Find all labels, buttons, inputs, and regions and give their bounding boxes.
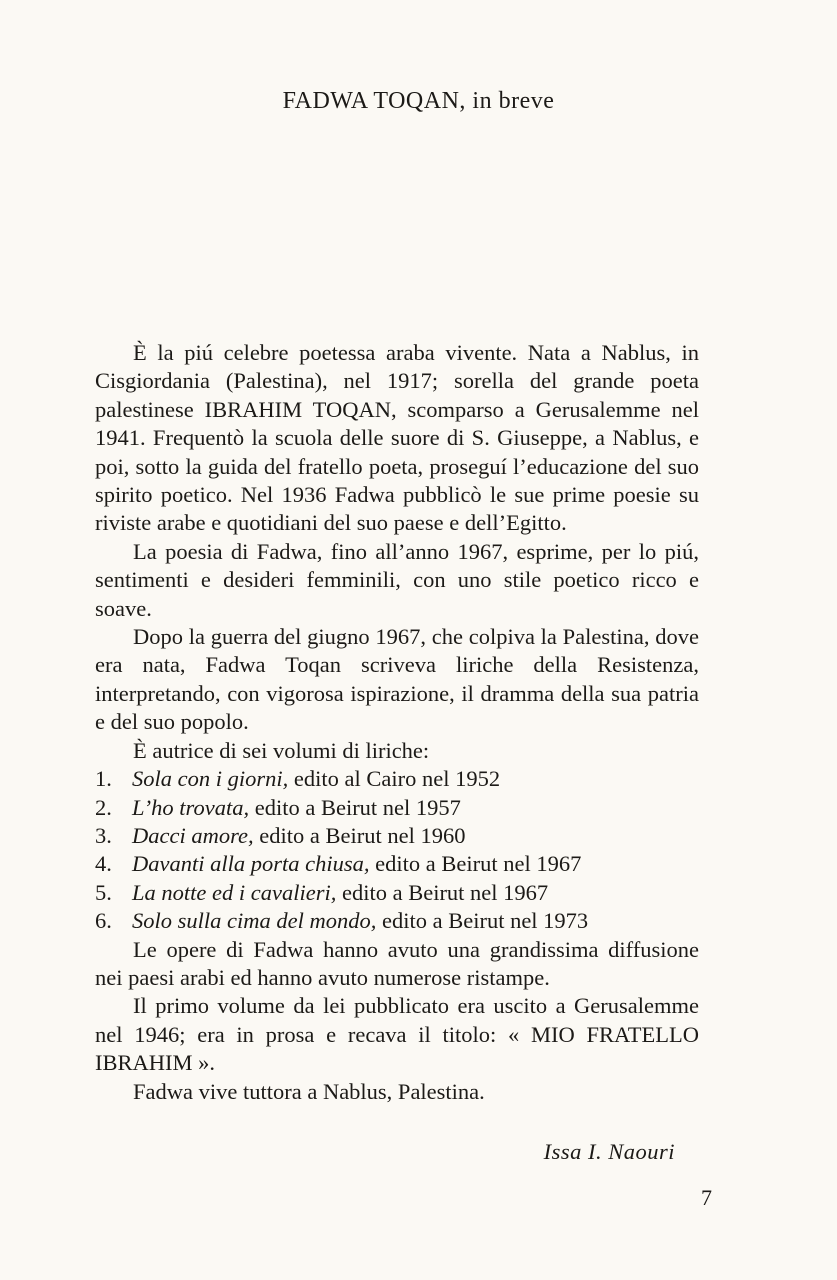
work-title: La notte ed i cavalieri, xyxy=(132,879,337,905)
diffusion-paragraph: Le opere di Fadwa hanno avuto una grandissima diffusione nei paesi arabi ed hanno avuto numerose ristampe. xyxy=(95,936,699,990)
list-item xyxy=(95,850,699,878)
works-list xyxy=(95,765,699,935)
intro-paragraph: È la piú celebre poetessa araba vivente. Nata a Nablus, in Cisgiordania (Palestina), nel 1917; sorella del grande poeta palestinese IBRAHIM TOQAN, scomparso a Gerusalemme nel 1941. Frequentò la scuola delle suore di S. Giuseppe, a Nablus, e poi, sotto la guida del fratello poeta, proseguí l’educazione del suo spirito poetico. Nel 1936 Fadwa pubblicò le sue prime poesie su riviste arabe e quotidiani del suo paese e dell’Egitto. xyxy=(95,340,699,536)
work-details: edito a Beirut nel 1967 xyxy=(369,851,582,877)
list-item xyxy=(95,822,699,850)
work-details: edito a Beirut nel 1960 xyxy=(253,822,466,848)
work-details: edito al Cairo nel 1952 xyxy=(288,766,501,792)
work-details: edito a Beirut nel 1957 xyxy=(249,794,461,820)
first-volume-paragraph: Il primo volume da lei pubblicato era uscito a Gerusalemme nel 1946; era in prosa e recava il titolo: « MIO FRATELLO IBRAHIM ». xyxy=(95,993,699,1076)
work-title: Davanti alla porta chiusa, xyxy=(132,851,370,877)
page-number: 7 xyxy=(701,1185,712,1210)
list-item xyxy=(95,879,699,907)
list-item xyxy=(95,794,699,822)
author-signature: Issa I. Naouri xyxy=(543,1139,675,1164)
list-item xyxy=(95,765,699,793)
work-details: edito a Beirut nel 1967 xyxy=(336,879,549,905)
list-item-number: 6. xyxy=(95,908,112,934)
work-title: Sola con i giorni, xyxy=(132,766,289,792)
list-item-number: 1. xyxy=(95,766,112,792)
work-title: L’ho trovata, xyxy=(132,794,250,820)
residence-paragraph: Fadwa vive tuttora a Nablus, Palestina. xyxy=(133,1078,485,1104)
resistance-paragraph: Dopo la guerra del giugno 1967, che colpiva la Palestina, dove era nata, Fadwa Toqan scriveva liriche della Resistenza, interpretando, con vigorosa ispirazione, il dramma della sua patria e del suo popolo. xyxy=(95,624,699,735)
work-details: edito a Beirut nel 1973 xyxy=(376,908,589,934)
works-intro-paragraph: È autrice di sei volumi di liriche: xyxy=(133,737,430,763)
biography-text xyxy=(95,339,699,1106)
page-title: FADWA TOQAN, in breve xyxy=(282,88,555,114)
list-item-number: 3. xyxy=(95,822,112,848)
work-title: Solo sulla cima del mondo, xyxy=(132,908,377,934)
poetry-style-paragraph: La poesia di Fadwa, fino all’anno 1967, esprime, per lo piú, sentimenti e desideri femminili, con uno stile poetico ricco e soave. xyxy=(95,538,699,621)
work-title: Dacci amore, xyxy=(132,822,254,848)
list-item-number: 4. xyxy=(95,851,112,877)
list-item-number: 2. xyxy=(95,794,112,820)
list-item-number: 5. xyxy=(95,879,112,905)
list-item xyxy=(95,907,699,935)
